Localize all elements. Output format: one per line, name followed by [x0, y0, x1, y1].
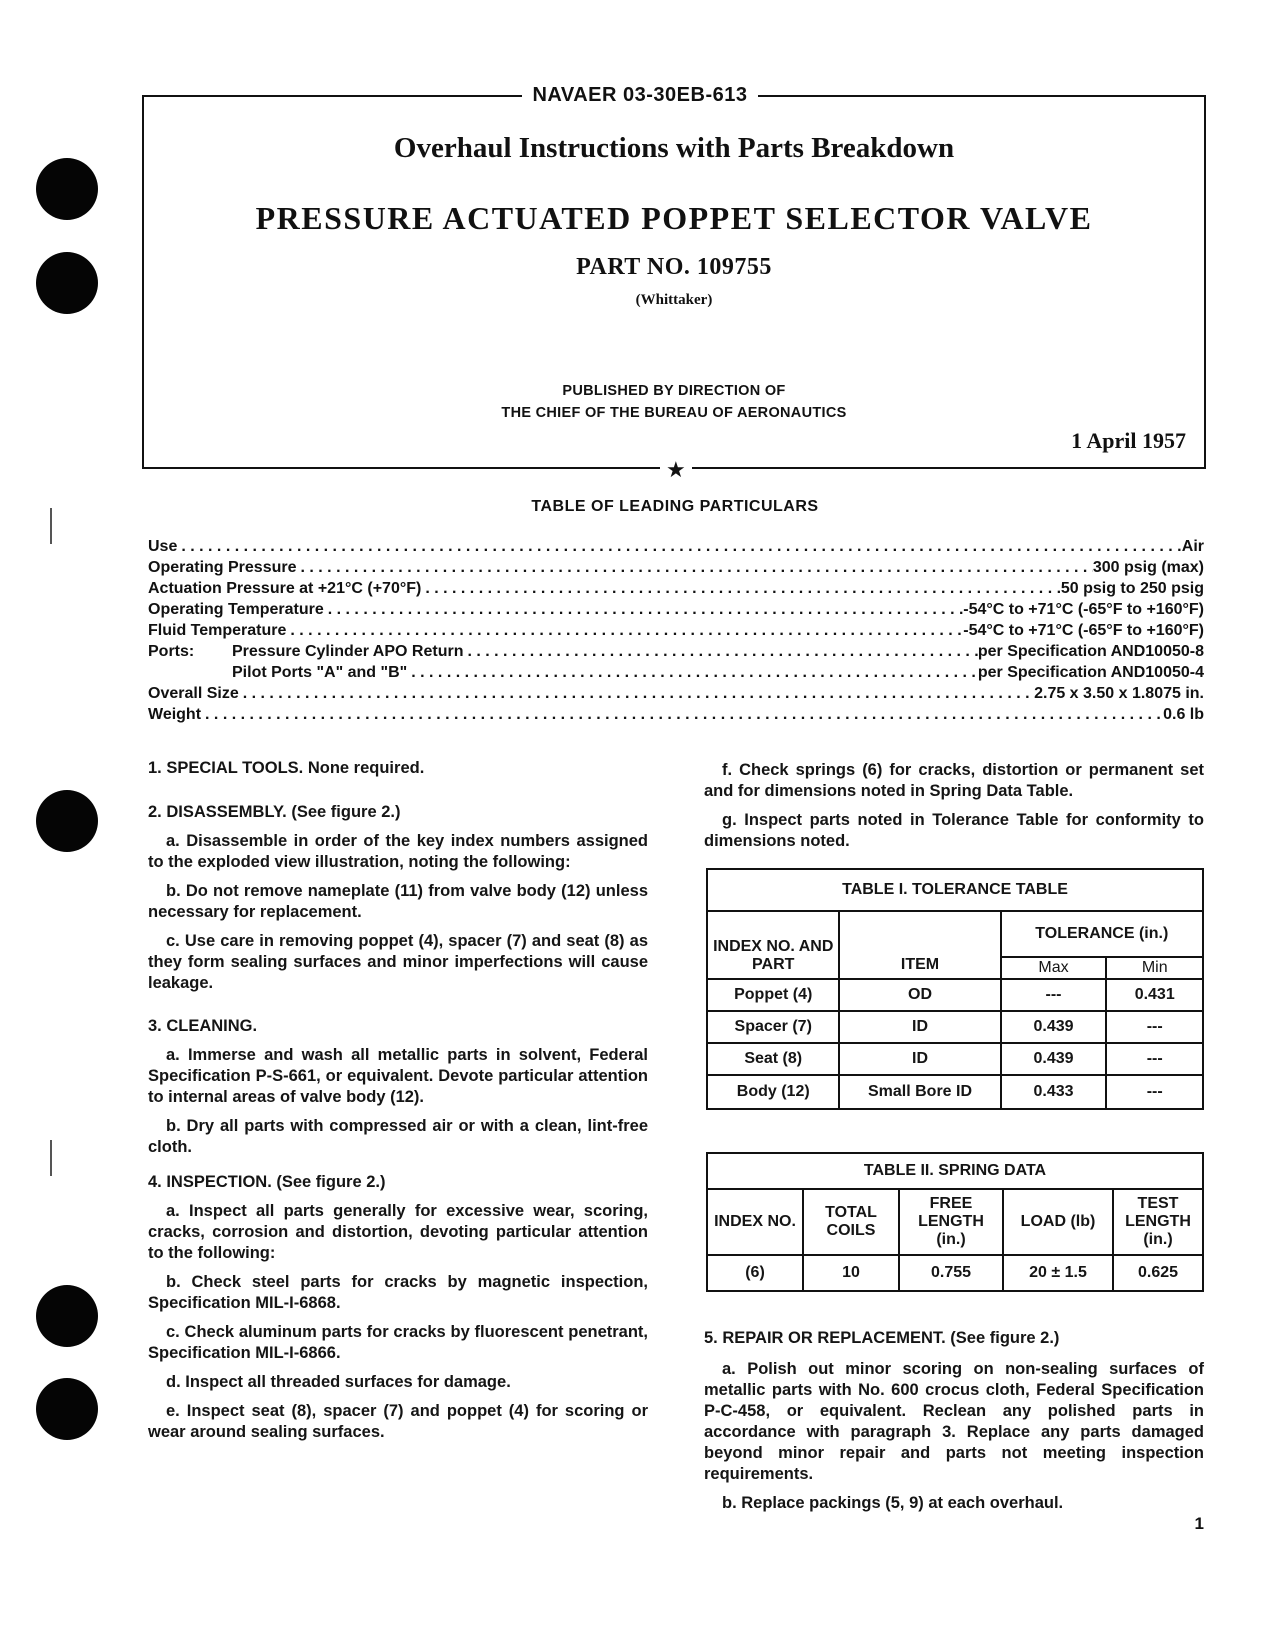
section-heading: 3. CLEANING. [148, 1017, 258, 1035]
table-cell: 20 ± 1.5 [1003, 1255, 1113, 1291]
table-title: TABLE II. SPRING DATA [707, 1153, 1203, 1189]
punch-hole [36, 252, 98, 314]
paragraph: b. Do not remove nameplate (11) from valve body (12) unless necessary for replacement. [148, 882, 648, 921]
table-cell: --- [1106, 1011, 1203, 1043]
paragraph: e. Inspect seat (8), spacer (7) and poppet (4) for scoring or wear around sealing surfaces. [148, 1402, 648, 1441]
paragraph: a. Immerse and wash all metallic parts in solvent, Federal Specification P-S-661, or equivalent. Devote particular attention to internal areas of valve body (12). [148, 1046, 648, 1106]
table-cell: 0.755 [899, 1255, 1003, 1291]
punch-hole [36, 790, 98, 852]
table-cell: 0.439 [1001, 1043, 1107, 1075]
table-row [707, 1043, 1203, 1075]
paragraph: a. Disassemble in order of the key index numbers assigned to the exploded view illustration, noting the following: [148, 832, 648, 871]
leading-particulars-list [148, 538, 1204, 727]
part-number: PART NO. 109755 [576, 254, 772, 280]
particular-row: Fluid Temperature . . . -54°C to +71°C (-65°F to +160°F) [148, 622, 1204, 643]
column-header: ITEM [839, 911, 1000, 979]
paragraph: c. Use care in removing poppet (4), spacer (7) and seat (8) as they form sealing surfaces and minor imperfections will cause leakage. [148, 932, 648, 992]
table-cell: Seat (8) [707, 1043, 839, 1075]
paragraph: c. Check aluminum parts for cracks by fluorescent penetrant, Specification MIL-I-6866. [148, 1323, 648, 1362]
particular-row: Operating Pressure . . . 300 psig (max) [148, 559, 1204, 580]
manufacturer: (Whittaker) [635, 292, 713, 308]
punch-hole [36, 158, 98, 220]
star-icon: ★ [660, 458, 692, 482]
paragraph: d. Inspect all threaded surfaces for damage. [166, 1373, 511, 1391]
table-cell: 10 [803, 1255, 899, 1291]
particular-row: Ports: Pressure Cylinder APO Return . . . per Specification AND10050-8 [148, 643, 1204, 664]
tolerance-table [706, 868, 1204, 1110]
table-cell: --- [1106, 1075, 1203, 1109]
table-cell: Body (12) [707, 1075, 839, 1109]
table-cell: (6) [707, 1255, 803, 1291]
table-cell: 0.439 [1001, 1011, 1107, 1043]
publisher-line: PUBLISHED BY DIRECTION OF [562, 383, 786, 399]
right-column-bottom [704, 1328, 1204, 1514]
table-cell: 0.625 [1113, 1255, 1203, 1291]
table-cell: ID [839, 1011, 1000, 1043]
particular-row: Overall Size . . . 2.75 x 3.50 x 1.8075 in. [148, 685, 1204, 706]
column-header: TOTAL COILS [803, 1189, 899, 1255]
publisher-line: THE CHIEF OF THE BUREAU OF AERONAUTICS [501, 405, 847, 421]
publication-date: 1 April 1957 [1071, 428, 1186, 453]
table-cell: 0.433 [1001, 1075, 1107, 1109]
column-header: LOAD (lb) [1003, 1189, 1113, 1255]
table-row [707, 1255, 1203, 1291]
table-cell: 0.431 [1106, 979, 1203, 1011]
left-column [148, 758, 648, 1443]
column-header: Max [1001, 957, 1107, 979]
paragraph: b. Replace packings (5, 9) at each overhaul. [722, 1494, 1064, 1512]
table-cell: Small Bore ID [839, 1075, 1000, 1109]
column-header: INDEX NO. AND PART [707, 911, 839, 979]
table-row [707, 979, 1203, 1011]
page-number: 1 [1194, 1514, 1204, 1533]
paragraph: f. Check springs (6) for cracks, distortion or permanent set and for dimensions noted in Spring Data Table. [704, 761, 1204, 800]
right-column-top [704, 760, 1204, 852]
publisher [142, 380, 1206, 424]
particular-row: Weight . . . 0.6 lb [148, 706, 1204, 727]
table-row [707, 1011, 1203, 1043]
column-header: Min [1106, 957, 1203, 979]
section-heading: 1. SPECIAL TOOLS. None required. [148, 759, 425, 777]
particular-row: Use . . . Air [148, 538, 1204, 559]
paragraph: b. Dry all parts with compressed air or with a clean, lint-free cloth. [148, 1117, 648, 1156]
particular-row: Operating Temperature . . . -54°C to +71°C (-65°F to +160°F) [148, 601, 1204, 622]
table-row [707, 1075, 1203, 1109]
paragraph: a. Inspect all parts generally for excessive wear, scoring, cracks, corrosion and distortion, devoting particular attention to the following: [148, 1202, 648, 1262]
document-number: NAVAER 03-30EB-613 [522, 84, 757, 107]
table-title: TABLE I. TOLERANCE TABLE [707, 869, 1203, 911]
column-header: TOLERANCE (in.) [1001, 911, 1203, 957]
table-cell: ID [839, 1043, 1000, 1075]
table-cell: Spacer (7) [707, 1011, 839, 1043]
paragraph: a. Polish out minor scoring on non-sealing surfaces of metallic parts with No. 600 crocus cloth, Federal Specification P-C-458, or equivalent. Reclean any polished parts in accordance with paragraph 3. Replace any parts damaged beyond minor repair and parts not meeting inspection requirements. [704, 1360, 1204, 1483]
table-cell: --- [1106, 1043, 1203, 1075]
particular-row: Pilot Ports "A" and "B" . . . per Specification AND10050-4 [148, 664, 1204, 685]
subject-title: PRESSURE ACTUATED POPPET SELECTOR VALVE [255, 200, 1093, 236]
section-heading: 2. DISASSEMBLY. (See figure 2.) [148, 803, 401, 821]
paragraph: g. Inspect parts noted in Tolerance Table for conformity to dimensions noted. [704, 811, 1204, 850]
column-header: TEST LENGTH (in.) [1113, 1189, 1203, 1255]
punch-hole [36, 1285, 98, 1347]
punch-hole [36, 1378, 98, 1440]
column-header: INDEX NO. [707, 1189, 803, 1255]
column-header: FREE LENGTH (in.) [899, 1189, 1003, 1255]
table-cell: --- [1001, 979, 1107, 1011]
margin-mark [50, 1140, 52, 1176]
particular-row: Actuation Pressure at +21°C (+70°F) . . . 50 psig to 250 psig [148, 580, 1204, 601]
paragraph: b. Check steel parts for cracks by magnetic inspection, Specification MIL-I-6868. [148, 1273, 648, 1312]
table-cell: Poppet (4) [707, 979, 839, 1011]
section-heading: 4. INSPECTION. (See figure 2.) [148, 1173, 386, 1191]
ports-label: Ports: [148, 643, 195, 660]
spring-data-table [706, 1152, 1204, 1292]
table-cell: OD [839, 979, 1000, 1011]
document-title: Overhaul Instructions with Parts Breakdown [393, 132, 955, 164]
section-heading: 5. REPAIR OR REPLACEMENT. (See figure 2.) [704, 1329, 1060, 1347]
leading-particulars-title: TABLE OF LEADING PARTICULARS [531, 498, 819, 515]
